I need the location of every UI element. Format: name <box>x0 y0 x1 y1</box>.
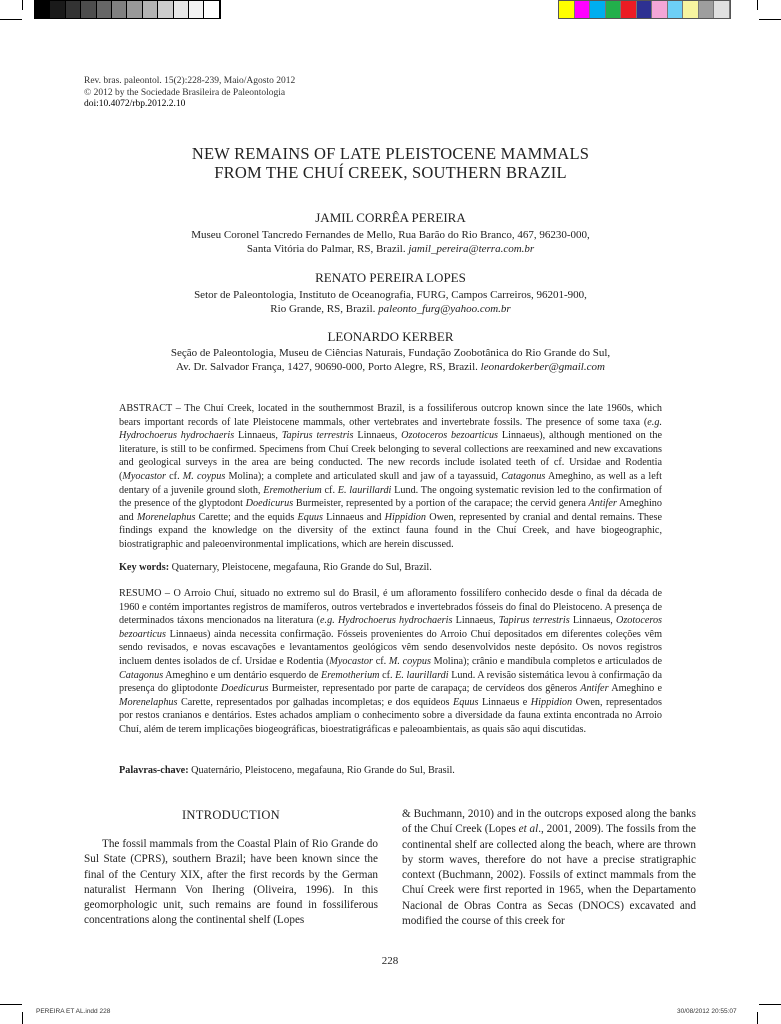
color-swatch <box>683 1 699 18</box>
color-swatch <box>637 1 653 18</box>
gray-swatch <box>127 1 142 18</box>
intro-right-paragraph: & Buchmann, 2010) and in the outcrops exposed along the banks of the Chuí Creek (Lopes et al., 2001, 2009). The fossils from the continental shelf are collected along the beach, where are thrown by storm waves, therefore do not have a precise stratigraphic context (Buchmann, 2002). Fossils of extinct mammals from the Chuí Creek were first reported in 1965, when the Departamento Nacional de Obras Contra as Secas (DNOCS) excavated and modified the course of this creek for <box>402 808 696 928</box>
author-name: JAMIL CORRÊA PEREIRA <box>315 210 466 225</box>
author-email[interactable]: leonardokerber@gmail.com <box>480 361 605 373</box>
color-swatch <box>714 1 730 18</box>
article-title <box>80 144 701 182</box>
crop-mark <box>0 19 22 20</box>
gray-swatch <box>81 1 96 18</box>
gray-swatch <box>97 1 112 18</box>
footer-file-slug: PEREIRA ET AL.indd 228 <box>36 1008 111 1015</box>
gray-swatch <box>189 1 204 18</box>
gray-swatch <box>35 1 50 18</box>
journal-header <box>84 76 295 111</box>
copyright-notice: © 2012 by the Sociedade Brasileira de Paleontologia <box>84 87 286 98</box>
title-line-2: FROM THE CHUÍ CREEK, SOUTHERN BRAZIL <box>214 163 567 182</box>
crop-mark <box>0 1004 22 1005</box>
color-swatch <box>621 1 637 18</box>
intro-left-paragraph: The fossil mammals from the Coastal Plain of Rio Grande do Sul State (CPRS), southern Brazil; have been known since the final of the Century XIX, after the first records by the German naturalist Hermann Von Ihering (Oliveira, 1996). In this geomorphologic unit, such remains are found in fossiliferous concentrations along the continental shelf (Lopes <box>84 838 378 927</box>
gray-swatch <box>50 1 65 18</box>
crop-mark <box>22 1012 23 1024</box>
keywords: Key words: Quaternary, Pleistocene, megafauna, Rio Grande do Sul, Brazil. <box>119 562 432 573</box>
gray-swatch <box>158 1 173 18</box>
crop-mark <box>22 0 23 10</box>
gray-swatch <box>174 1 189 18</box>
crop-mark <box>759 1004 781 1005</box>
author-name: RENATO PEREIRA LOPES <box>315 270 466 285</box>
keywords-label: Key words: <box>119 562 170 573</box>
page-number: 228 <box>381 955 399 967</box>
author-affiliation: Seção de Paleontologia, Museu de Ciências Naturais, Fundação Zoobotânica do Rio Grande do Sul, Av. Dr. Salvador França, 1427, 90690-000, Porto Alegre, RS, Brazil. leonardokerber@gmail.com <box>170 347 611 373</box>
color-swatch <box>606 1 622 18</box>
journal-citation: Rev. bras. paleontol. 15(2):228-239, Maio/Agosto 2012 <box>84 76 296 86</box>
author-email[interactable]: jamil_pereira@terra.com.br <box>408 243 535 255</box>
color-swatch <box>668 1 684 18</box>
author-affiliation: Museu Coronel Tancredo Fernandes de Mello, Rua Barão do Rio Branco, 467, 96230-000, Santa Vitória do Palmar, RS, Brazil. jamil_pereira@terra.com.br <box>191 229 590 255</box>
gray-swatch <box>143 1 158 18</box>
color-swatch <box>699 1 715 18</box>
palavras-chave: Palavras-chave: Quaternário, Pleistoceno, megafauna, Rio Grande do Sul, Brasil. <box>119 765 455 776</box>
gray-swatch <box>66 1 81 18</box>
doi: doi:10.4072/rbp.2012.2.10 <box>84 99 186 109</box>
author-affiliation: Setor de Paleontologia, Instituto de Oceanografia, FURG, Campos Carreiros, 96201-900, Rio Grande, RS, Brazil. paleonto_furg@yahoo.com.br <box>194 289 587 315</box>
title-line-1: NEW REMAINS OF LATE PLEISTOCENE MAMMALS <box>191 144 590 163</box>
color-swatch <box>575 1 591 18</box>
author-name: LEONARDO KERBER <box>327 329 454 344</box>
abstract: ABSTRACT – The Chuí Creek, located in the southernmost Brazil, is a fossiliferous outcrop known since the late 1960s, which bears important records of late Pleistocene mammals, other vertebrates and invertebrate fossils. The presence of some taxa (e.g. Hydrochoerus hydrochaeris Linnaeus, Tapirus terrestris Linnaeus, Ozotoceros bezoarticus Linnaeus), although mentioned on the literature, is still to be confirmed. Specimens from Chuí Creek belonging to several collections are reexamined and new excavations and geological surveys in the area are being conducted. The new records include isolated teeth of cf. Ursidae and Rodentia (Myocastor cf. M. coypus Molina); a complete and articulated skull and jaw of a tayassuid, Catagonus Ameghino, as well as a left dentary of a juvenile ground sloth, Eremotherium cf. E. laurillardi Lund. The ongoing systematic revision led to the confirmation of the presence of the glyptodont Doedicurus Burmeister, represented by a portion of the carapace; the cervid genera Antifer Ameghino and Morenelaphus Carette; and the equids Equus Linnaeus and Hippidion Owen, represented by cranial and dental remains. These findings expand the knowledge on the diversity of the extinct fauna found in the Chuí Creek, and have biogeographic, biostratigraphic and paleoenvironmental implications, which are herein discussed. <box>119 403 663 550</box>
gray-swatch <box>112 1 127 18</box>
crop-mark <box>757 0 758 10</box>
crop-mark <box>757 1012 758 1024</box>
palavras-chave-label: Palavras-chave: <box>119 765 189 776</box>
color-calibration-bar <box>558 0 731 19</box>
resumo: RESUMO – O Arroio Chuí, situado no extremo sul do Brasil, é um afloramento fossilífero conhecido desde o final da década de 1960 e contém importantes registros de mamíferos, outros vertebrados e invertebrados fósseis do final do Pleistoceno. A presença de determinados táxons mencionados na literatura (e.g. Hydrochoerus hydrochaeris Linnaeus, Tapirus terrestris Linnaeus, Ozotoceros bezoarticus Linnaeus) ainda necessita confirmação. Fósseis provenientes do Arroio Chuí depositados em diferentes coleções vêm sendo revisados, e novas escavações e levantamentos geológicos vêm sendo desenvolvidos neste depósito. Os novos registros incluem dentes isolados de cf. Ursidae e Rodentia (Myocastor cf. M. coypus Molina); crânio e mandíbula completos e articulados de Catagonus Ameghino e um dentário esquerdo de Eremotherium cf. E. laurillardi Lund. A revisão sistemática levou à confirmação da presença do gliptodonte Doedicurus Burmeister, representado por parte de carapaça; de cervídeos dos gêneros Antifer Ameghino e Morenelaphus Carette, representados por galhadas incompletas; e dos equídeos Equus Linnaeus e Hippidion Owen, representados por restos cranianos e dentários. Estes achados ampliam o conhecimento sobre a diversidade da fauna extinta encontrada no Arroio Chuí, além de terem implicações biogeográficas, bioestratigráficas e paleoambientais, as quais são aqui discutidas. <box>119 588 663 735</box>
section-heading-introduction: INTRODUCTION <box>181 808 281 822</box>
footer-timestamp: 30/08/2012 20:55:07 <box>677 1008 737 1015</box>
color-swatch <box>590 1 606 18</box>
color-swatch <box>559 1 575 18</box>
gray-swatch <box>204 1 219 18</box>
crop-mark <box>759 19 781 20</box>
gray-calibration-bar <box>34 0 221 19</box>
author-email[interactable]: paleonto_furg@yahoo.com.br <box>378 303 511 315</box>
color-swatch <box>652 1 668 18</box>
